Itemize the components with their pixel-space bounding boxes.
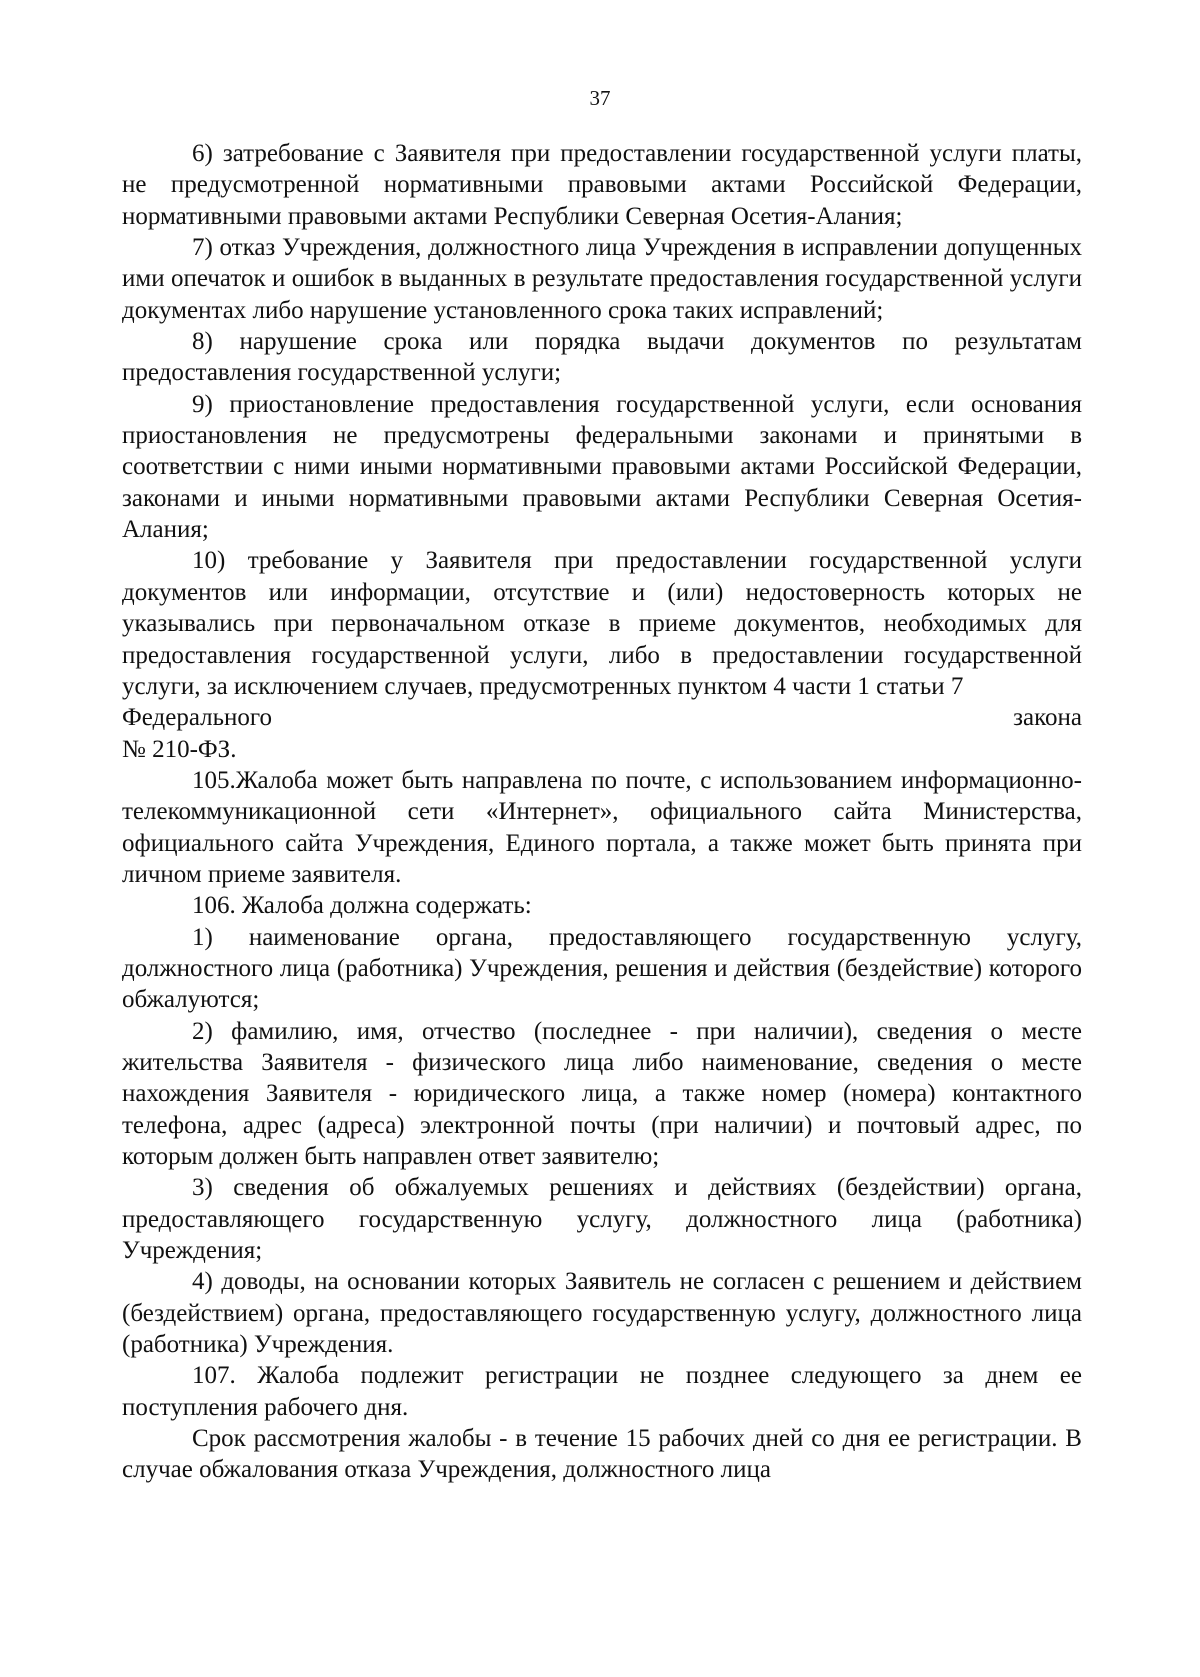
paragraph-item-10: 10) требование у Заявителя при предоставлении государственной услуги документов или информации, отсутствие и (или) недостоверность которых не указывались при первоначальном отказе в приеме документов, необходимых для предоставления государственной услуги, либо в предоставлении государственной услуги, за исключением случаев, предусмотренных пунктом 4 части 1 статьи 7 bbox=[122, 547, 1082, 700]
federal-word: Федерального bbox=[122, 704, 273, 732]
page-number: 37 bbox=[589, 86, 611, 110]
paragraph-item-9: 9) приостановление предоставления государственной услуги, если основания приостановления не предусмотрены федеральными законами и принятыми в соответствии с ними иными нормативными правовыми актами Российской Федерации, законами и иными нормативными правовыми актами Республики Северная Осетия-Алания; bbox=[122, 390, 1082, 544]
paragraph-item-6: 6) затребование с Заявителя при предоставлении государственной услуги платы, не предусмотренной нормативными правовыми актами Российской Федерации, нормативными правовыми актами Республики Северная Осетия-Алания; bbox=[122, 140, 1082, 230]
law-reference: № 210-ФЗ. bbox=[122, 735, 237, 763]
paragraph-item-7: 7) отказ Учреждения, должностного лица Учреждения в исправлении допущенных ими опечаток и ошибок в выданных в результате предоставления государственной услуги документах либо нарушение установленного срока таких исправлений; bbox=[122, 234, 1082, 324]
paragraph-review-term: Срок рассмотрения жалобы - в течение 15 рабочих дней со дня ее регистрации. В случае обжалования отказа Учреждения, должностного лица bbox=[122, 1425, 1082, 1484]
paragraph-107: 107. Жалоба подлежит регистрации не позднее следующего за днем ее поступления рабочего дня. bbox=[122, 1362, 1082, 1421]
paragraph-item-8: 8) нарушение срока или порядка выдачи документов по результатам предоставления государственной услуги; bbox=[122, 328, 1082, 387]
law-word: закона bbox=[1013, 704, 1082, 732]
paragraph-106-item-4: 4) доводы, на основании которых Заявитель не согласен с решением и действием (бездействием) органа, предоставляющего государственную услугу, должностного лица (работника) Учреждения. bbox=[122, 1268, 1082, 1359]
paragraph-106: 106. Жалоба должна содержать: bbox=[192, 892, 532, 920]
federal-law-line bbox=[122, 702, 1082, 733]
paragraph-106-item-1: 1) наименование органа, предоставляющего государственную услугу, должностного лица (работника) Учреждения, решения и действия (бездействие) которого обжалуются; bbox=[122, 923, 1082, 1014]
paragraph-105: 105.Жалоба может быть направлена по почте, с использованием информационно-телекоммуникационной сети «Интернет», официального сайта Министерства, официального сайта Учреждения, Единого портала, а также может быть принята при личном приеме заявителя. bbox=[122, 766, 1082, 888]
paragraph-106-item-2: 2) фамилию, имя, отчество (последнее - при наличии), сведения о месте жительства Заявителя - физического лица либо наименование, сведения о месте нахождения Заявителя - юридического лица, а также номер (номера) контактного телефона, адрес (адреса) электронной почты (при наличии) и почтовый адрес, по которым должен быть направлен ответ заявителю; bbox=[122, 1017, 1082, 1170]
paragraph-106-item-3: 3) сведения об обжалуемых решениях и действиях (бездействии) органа, предоставляющего государственную услугу, должностного лица (работника) Учреждения; bbox=[122, 1174, 1082, 1265]
document-body bbox=[122, 138, 1082, 1486]
